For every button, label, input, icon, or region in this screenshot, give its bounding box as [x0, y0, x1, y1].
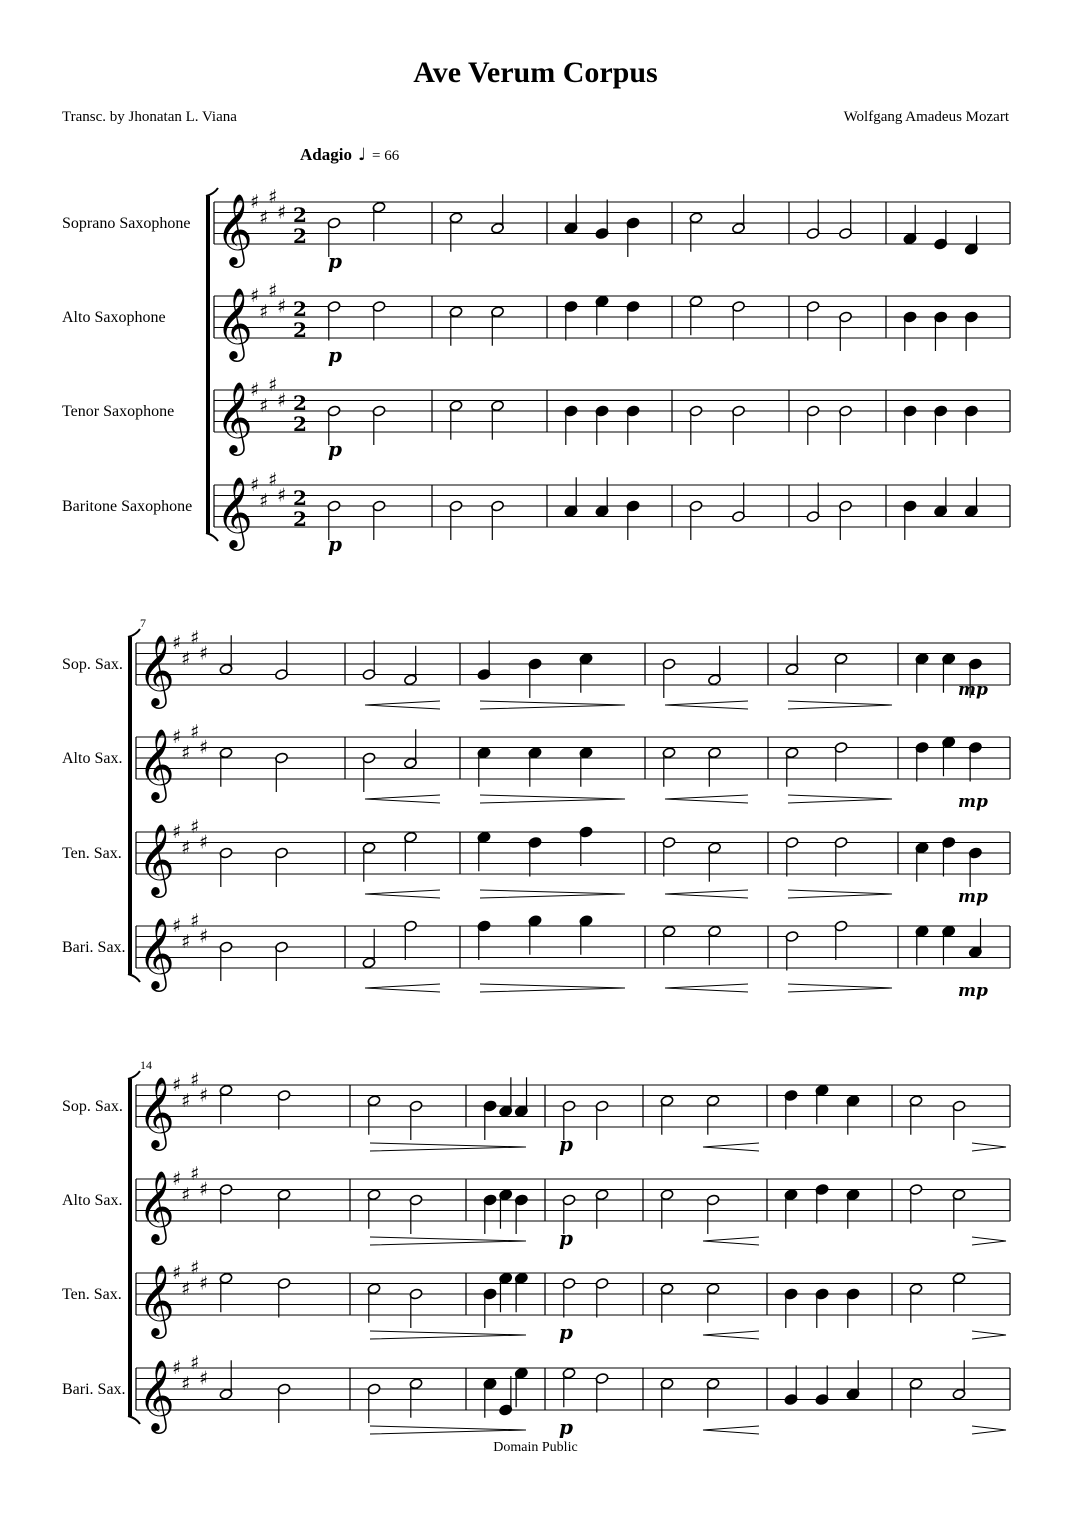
diminuendo-hairpin — [972, 1237, 1006, 1245]
dynamic-piano: p — [328, 532, 342, 556]
staff-alto-sax- — [62, 280, 1010, 367]
dynamic-piano: p — [328, 437, 342, 461]
treble-clef-icon: 𝄞 — [138, 633, 175, 706]
sharp-icon: ♯ — [250, 379, 260, 401]
time-signature-top: 2 — [293, 203, 307, 227]
diminuendo-hairpin — [788, 701, 892, 709]
staff-ten-sax- — [62, 1257, 1010, 1344]
sharp-icon: ♯ — [172, 632, 182, 654]
system-bracket — [128, 637, 132, 974]
sharp-icon: ♯ — [172, 1168, 182, 1190]
diminuendo-hairpin — [370, 1331, 526, 1339]
sharp-icon: ♯ — [277, 389, 287, 412]
instrument-label: Alto Saxophone — [62, 309, 166, 326]
time-signature-bottom: 2 — [293, 318, 307, 342]
sharp-icon: ♯ — [277, 484, 287, 507]
crescendo-hairpin — [665, 795, 748, 803]
diminuendo-hairpin — [480, 701, 625, 709]
composer-credit: Wolfgang Amadeus Mozart — [843, 109, 1009, 125]
staff-sop-sax- — [62, 186, 1010, 273]
crescendo-hairpin — [665, 890, 748, 898]
instrument-label: Bari. Sax. — [62, 939, 126, 956]
instrument-label: Alto Sax. — [62, 1192, 123, 1209]
sharp-icon: ♯ — [172, 821, 182, 843]
sharp-icon: ♯ — [190, 720, 200, 743]
diminuendo-hairpin — [788, 984, 892, 992]
sharp-icon: ♯ — [268, 185, 278, 208]
dynamic-piano: p — [559, 1320, 573, 1344]
dynamic-mezzo-piano: mp — [958, 792, 988, 812]
sharp-icon: ♯ — [172, 1357, 182, 1379]
crescendo-hairpin — [703, 1143, 759, 1151]
staff-bari-sax- — [62, 910, 1010, 1001]
diminuendo-hairpin — [480, 890, 625, 898]
crescendo-hairpin — [665, 701, 748, 709]
sharp-icon: ♯ — [172, 1074, 182, 1096]
sharp-icon: ♯ — [259, 300, 269, 323]
time-signature-top: 2 — [293, 391, 307, 415]
sharp-icon: ♯ — [199, 925, 209, 948]
treble-clef-icon: 𝄞 — [138, 1358, 175, 1431]
tempo-marking — [300, 145, 400, 165]
time-signature-top: 2 — [293, 297, 307, 321]
system-bracket — [206, 196, 210, 533]
sharp-icon: ♯ — [199, 1272, 209, 1295]
staff-bari-sax- — [62, 1352, 1010, 1439]
staff-alto-sax- — [62, 721, 1010, 812]
instrument-label: Ten. Sax. — [62, 845, 122, 862]
sharp-icon: ♯ — [259, 206, 269, 229]
staff-bari-sax- — [62, 469, 1010, 556]
dynamic-piano: p — [328, 343, 342, 367]
tempo-value: = 66 — [372, 148, 400, 164]
instrument-label: Tenor Saxophone — [62, 403, 175, 420]
crescendo-hairpin — [365, 795, 440, 803]
dynamic-mezzo-piano: mp — [958, 680, 988, 700]
treble-clef-icon: 𝄞 — [216, 192, 253, 265]
diminuendo-hairpin — [370, 1426, 526, 1434]
treble-clef-icon: 𝄞 — [138, 1169, 175, 1242]
diminuendo-hairpin — [972, 1426, 1006, 1434]
system-3 — [62, 1058, 1010, 1439]
measure-number: 7 — [140, 616, 146, 630]
time-signature-bottom: 2 — [293, 507, 307, 531]
instrument-label: Ten. Sax. — [62, 1286, 122, 1303]
time-signature-top: 2 — [293, 486, 307, 510]
sharp-icon: ♯ — [250, 474, 260, 496]
sharp-icon: ♯ — [181, 1183, 191, 1206]
sharp-icon: ♯ — [199, 1178, 209, 1201]
sharp-icon: ♯ — [172, 726, 182, 748]
treble-clef-icon: 𝄞 — [216, 286, 253, 359]
diminuendo-hairpin — [788, 795, 892, 803]
sharp-icon: ♯ — [181, 1372, 191, 1395]
treble-clef-icon: 𝄞 — [138, 1263, 175, 1336]
sharp-icon: ♯ — [181, 1089, 191, 1112]
crescendo-hairpin — [365, 701, 440, 709]
piece-title: Ave Verum Corpus — [413, 56, 658, 89]
sharp-icon: ♯ — [190, 626, 200, 649]
staff-sop-sax- — [62, 1069, 1010, 1156]
dynamic-piano: p — [559, 1415, 573, 1439]
sharp-icon: ♯ — [268, 279, 278, 302]
crescendo-hairpin — [703, 1426, 759, 1434]
sharp-icon: ♯ — [190, 1162, 200, 1185]
sharp-icon: ♯ — [268, 468, 278, 491]
measure-number: 14 — [140, 1058, 152, 1072]
staff-ten-sax- — [62, 374, 1010, 461]
treble-clef-icon: 𝄞 — [138, 1075, 175, 1148]
diminuendo-hairpin — [972, 1331, 1006, 1339]
sharp-icon: ♯ — [172, 915, 182, 937]
crescendo-hairpin — [365, 984, 440, 992]
sharp-icon: ♯ — [181, 930, 191, 953]
sharp-icon: ♯ — [259, 394, 269, 417]
sharp-icon: ♯ — [181, 647, 191, 670]
sharp-icon: ♯ — [199, 642, 209, 665]
sharp-icon: ♯ — [190, 909, 200, 932]
instrument-label: Sop. Sax. — [62, 1098, 123, 1115]
treble-clef-icon: 𝄞 — [138, 727, 175, 800]
sharp-icon: ♯ — [190, 1256, 200, 1279]
treble-clef-icon: 𝄞 — [138, 916, 175, 989]
dynamic-mezzo-piano: mp — [958, 981, 988, 1001]
arranger-credit: Transc. by Jhonatan L. Viana — [62, 109, 237, 125]
sharp-icon: ♯ — [250, 285, 260, 307]
footer-license: Domain Public — [493, 1440, 578, 1455]
dynamic-mezzo-piano: mp — [958, 887, 988, 907]
instrument-label: Baritone Saxophone — [62, 498, 193, 515]
dynamic-piano: p — [559, 1132, 573, 1156]
tempo-word: Adagio — [300, 145, 352, 164]
instrument-label: Alto Sax. — [62, 750, 123, 767]
sharp-icon: ♯ — [277, 295, 287, 318]
sharp-icon: ♯ — [199, 1367, 209, 1390]
crescendo-hairpin — [703, 1237, 759, 1245]
dynamic-piano: p — [328, 249, 342, 273]
crescendo-hairpin — [665, 984, 748, 992]
sharp-icon: ♯ — [199, 736, 209, 759]
treble-clef-icon: 𝄞 — [216, 475, 253, 548]
crescendo-hairpin — [703, 1331, 759, 1339]
diminuendo-hairpin — [788, 890, 892, 898]
sharp-icon: ♯ — [250, 191, 260, 213]
quarter-note-icon: ♩ — [358, 145, 367, 165]
sharp-icon: ♯ — [190, 1351, 200, 1374]
diminuendo-hairpin — [972, 1143, 1006, 1151]
sharp-icon: ♯ — [172, 1262, 182, 1284]
dynamic-piano: p — [559, 1226, 573, 1250]
sharp-icon: ♯ — [259, 489, 269, 512]
staff-ten-sax- — [62, 816, 1010, 907]
instrument-label: Sop. Sax. — [62, 656, 123, 673]
crescendo-hairpin — [365, 890, 440, 898]
instrument-label: Bari. Sax. — [62, 1381, 126, 1398]
time-signature-bottom: 2 — [293, 412, 307, 436]
sharp-icon: ♯ — [190, 815, 200, 838]
diminuendo-hairpin — [370, 1237, 526, 1245]
staff-sop-sax- — [62, 627, 1010, 709]
sharp-icon: ♯ — [181, 1277, 191, 1300]
sharp-icon: ♯ — [268, 373, 278, 396]
system-2 — [62, 616, 1010, 1001]
staff-alto-sax- — [62, 1163, 1010, 1250]
diminuendo-hairpin — [480, 795, 625, 803]
sharp-icon: ♯ — [199, 1084, 209, 1107]
treble-clef-icon: 𝄞 — [216, 380, 253, 453]
sharp-icon: ♯ — [181, 836, 191, 859]
sharp-icon: ♯ — [181, 741, 191, 764]
system-bracket — [128, 1079, 132, 1416]
sharp-icon: ♯ — [199, 831, 209, 854]
treble-clef-icon: 𝄞 — [138, 822, 175, 895]
diminuendo-hairpin — [370, 1143, 526, 1151]
diminuendo-hairpin — [480, 984, 625, 992]
time-signature-bottom: 2 — [293, 224, 307, 248]
instrument-label: Soprano Saxophone — [62, 215, 191, 232]
sharp-icon: ♯ — [277, 201, 287, 224]
sharp-icon: ♯ — [190, 1068, 200, 1091]
system-1 — [62, 186, 1010, 556]
